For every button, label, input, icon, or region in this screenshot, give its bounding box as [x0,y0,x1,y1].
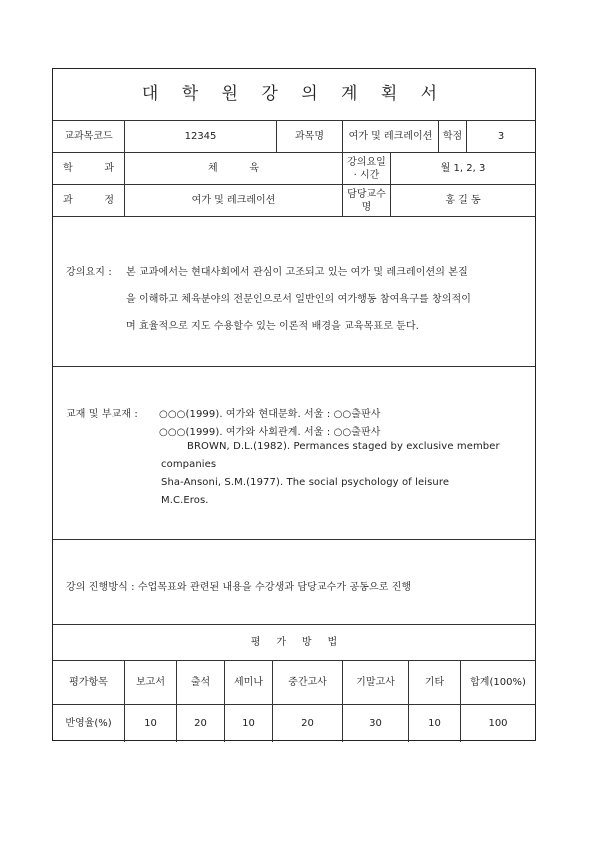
course-code-value: 12345 [125,121,277,152]
method-section [53,540,535,625]
eval-header-seminar: 세미나 [225,661,273,704]
summary-line-1: 본 교과에서는 현대사회에서 관심이 고조되고 있는 여가 및 레크레이션의 본질 [126,267,468,278]
summary-label: 강의요지 : [66,267,112,278]
document-title: 대 학 원 강 의 계 획 서 [141,84,447,104]
eval-header-midterm: 중간고사 [273,661,343,704]
textbook-line-3: BROWN, D.L.(1982). Permances staged by exclusive member [187,441,500,452]
course-code-row [53,121,535,153]
schedule-label: 강의요일 · 시간 [343,153,391,184]
credit-value: 3 [497,131,505,142]
program-value: 여가 및 레크레이션 [125,185,343,216]
course-code-label: 교과목코드 [53,121,125,152]
summary-line-2: 을 이해하고 체육분야의 전문인으로서 일반인의 여가행동 참여욕구를 창의적이 [126,294,472,305]
lecture-plan-document [52,68,536,741]
evaluation-header-row [53,661,535,705]
textbook-line-5: Sha-Ansoni, S.M.(1977). The social psychology of leisure [161,477,450,488]
department-label: 학 과 [53,153,125,184]
textbook-line-1: ○○○(1999). 여가와 현대문화. 서울 : ○○출판사 [159,409,381,420]
eval-value-attendance: 20 [177,705,225,742]
eval-value-other: 10 [409,705,461,742]
department-row [53,153,535,185]
eval-value-midterm: 20 [273,705,343,742]
eval-header-total: 합계(100%) [470,677,526,688]
credit-label: 학점 [439,121,467,152]
textbooks-label: 교재 및 부교재 : [66,409,138,420]
eval-header-report: 보고서 [125,661,177,704]
evaluation-heading: 평 가 방 법 [250,637,338,648]
summary-section [53,217,535,367]
method-text: 강의 진행방식 : 수업목표와 관련된 내용을 수강생과 담당교수가 공동으로 진행 [66,582,412,593]
course-name-value: 여가 및 레크레이션 [343,121,439,152]
textbook-line-4: companies [161,459,217,470]
professor-label: 담당교수명 [343,185,391,216]
department-value: 체 육 [125,153,343,184]
eval-header-attendance: 출석 [177,661,225,704]
textbooks-section [53,367,535,540]
eval-value-final: 30 [343,705,409,742]
eval-value-label: 반영율(%) [53,705,125,742]
eval-header-final: 기말고사 [343,661,409,704]
professor-value: 홍 길 동 [445,195,481,206]
summary-line-3: 며 효율적으로 지도 수용할수 있는 이론적 배경을 교육목표로 둔다. [126,321,420,332]
course-name-label: 과목명 [277,121,343,152]
eval-header-other: 기타 [409,661,461,704]
eval-value-seminar: 10 [225,705,273,742]
eval-value-report: 10 [125,705,177,742]
program-row [53,185,535,217]
evaluation-heading-row [53,625,535,661]
title-row [53,69,535,121]
eval-header-item: 평가항목 [53,661,125,704]
textbook-line-6: M.C.Eros. [161,495,209,506]
eval-value-total: 100 [488,718,508,729]
schedule-value: 월 1, 2, 3 [440,163,486,174]
program-label: 과 정 [53,185,125,216]
evaluation-values-row [53,705,535,742]
textbook-line-2: ○○○(1999). 여가와 사회관계. 서울 : ○○출판사 [159,427,381,438]
